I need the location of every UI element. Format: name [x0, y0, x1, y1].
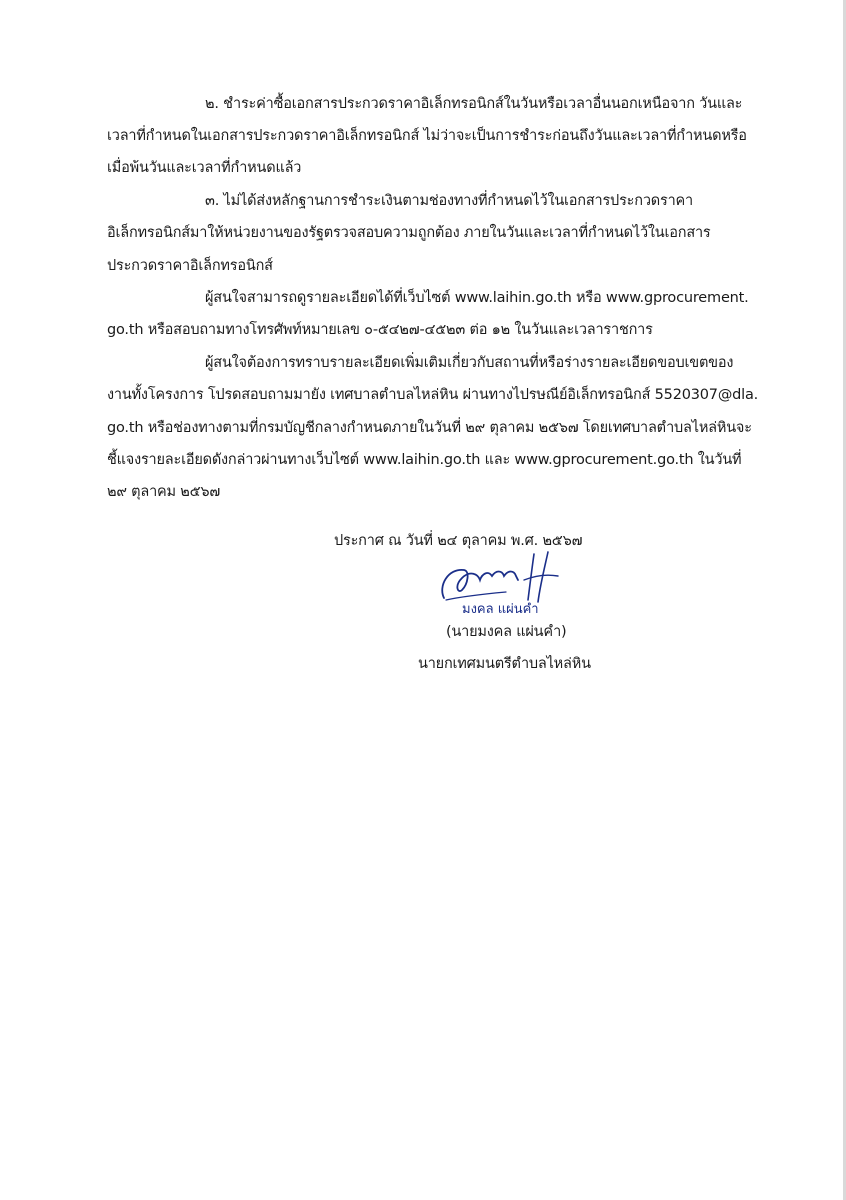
announcement-date: ประกาศ ณ วันที่ ๒๔ ตุลาคม พ.ศ. ๒๕๖๗	[334, 533, 583, 549]
paragraph-5-line-2: งานทั้งโครงการ โปรดสอบถามมายัง เทศบาลตำบลไหล่หิน ผ่านทางไปรษณีย์อิเล็กทรอนิกส์ 5520307@dla.	[107, 387, 759, 403]
paragraph-5-line-5: ๒๙ ตุลาคม ๒๕๖๗	[107, 484, 221, 500]
signer-name: (นายมงคล แผ่นคำ)	[446, 624, 567, 640]
paragraph-3-line-1: ๓. ไม่ได้ส่งหลักฐานการชำระเงินตามช่องทางที่กำหนดไว้ในเอกสารประกวดราคา	[205, 193, 693, 209]
signer-position: นายกเทศมนตรีตำบลไหล่หิน	[418, 656, 591, 672]
paragraph-3-line-2: อิเล็กทรอนิกส์มาให้หน่วยงานของรัฐตรวจสอบความถูกต้อง ภายในวันและเวลาที่กำหนดไว้ในเอกสาร	[107, 225, 711, 241]
paragraph-2-line-3: เมื่อพ้นวันและเวลาที่กำหนดแล้ว	[107, 160, 302, 176]
paragraph-5-line-4: ชี้แจงรายละเอียดดังกล่าวผ่านทางเว็บไซต์ www.laihin.go.th และ www.gprocurement.go.th ในวันที่	[107, 452, 742, 468]
paragraph-5-line-1: ผู้สนใจต้องการทราบรายละเอียดเพิ่มเติมเกี่ยวกับสถานที่หรือร่างรายละเอียดขอบเขตของ	[205, 355, 734, 371]
paragraph-4-line-2: go.th หรือสอบถามทางโทรศัพท์หมายเลข ๐-๕๔๒๗-๔๕๒๓ ต่อ ๑๒ ในวันและเวลาราชการ	[107, 322, 653, 338]
paragraph-5-line-3: go.th หรือช่องทางตามที่กรมบัญชีกลางกำหนดภายในวันที่ ๒๙ ตุลาคม ๒๕๖๗ โดยเทศบาลตำบลไหล่หินจะ	[107, 420, 752, 436]
paragraph-4-line-1: ผู้สนใจสามารถดูรายละเอียดได้ที่เว็บไซต์ www.laihin.go.th หรือ www.gprocurement.	[205, 290, 749, 306]
signer-handwritten-name: มงคล แผ่นคำ	[462, 602, 539, 617]
paragraph-3-line-3: ประกวดราคาอิเล็กทรอนิกส์	[107, 258, 273, 274]
paragraph-2-line-2: เวลาที่กำหนดในเอกสารประกวดราคาอิเล็กทรอนิกส์ ไม่ว่าจะเป็นการชำระก่อนถึงวันและเวลาที่กำหนดหรือ	[107, 128, 747, 144]
paragraph-2-line-1: ๒. ชำระค่าซื้อเอกสารประกวดราคาอิเล็กทรอนิกส์ในวันหรือเวลาอื่นนอกเหนือจาก วันและ	[205, 96, 743, 112]
